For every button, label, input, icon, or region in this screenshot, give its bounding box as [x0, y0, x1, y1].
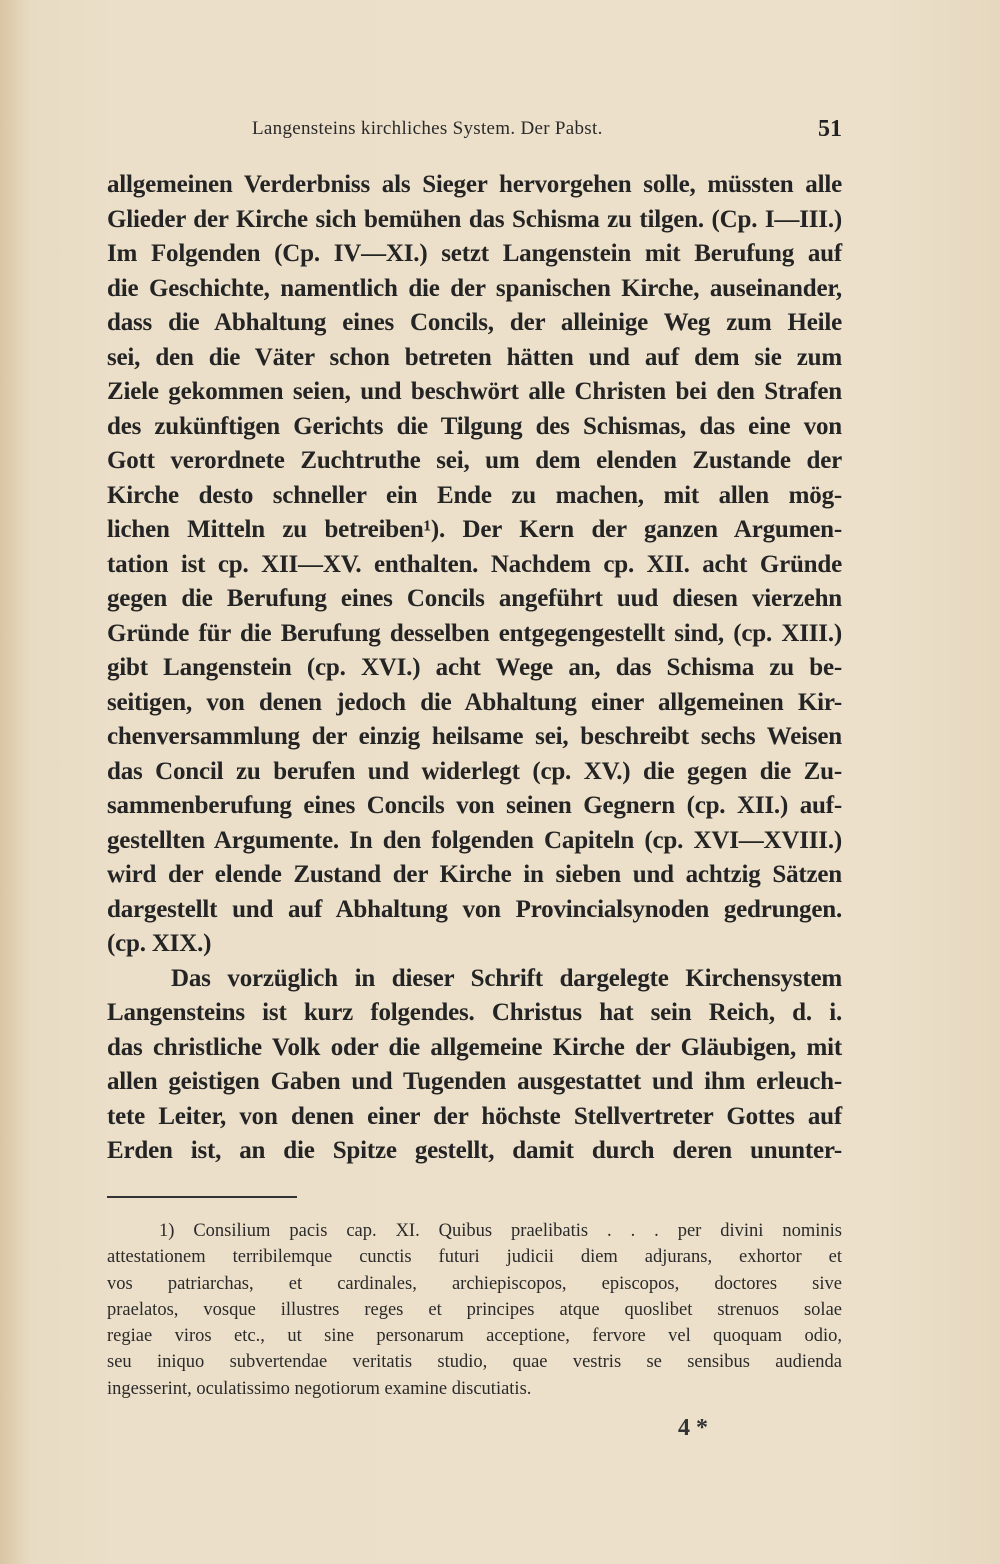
text-line: dass die Abhaltung eines Concils, der alleinige Weg zum Heile	[107, 309, 842, 336]
footnote-line: vos patriarchas, et cardinales, archiepiscopos, episcopos, doctores sive	[107, 1273, 842, 1294]
text-line: das Concil zu berufen und widerlegt (cp. XV.) die gegen die Zu-	[107, 757, 842, 785]
footnote-line: praelatos, vosque illustres reges et principes atque quoslibet strenuos solae	[107, 1299, 842, 1320]
text-line: sammenberufung eines Concils von seinen Gegnern (cp. XII.) auf-	[107, 792, 842, 819]
text-line: sei, den die Väter schon betreten hätten und auf dem sie zum	[107, 343, 842, 371]
text-line: wird der elende Zustand der Kirche in sieben und achtzig Sätzen	[107, 861, 842, 888]
text-line: lichen Mitteln zu betreiben¹). Der Kern der ganzen Argumen-	[107, 516, 842, 543]
text-line: Ziele gekommen seien, und beschwört alle Christen bei den Strafen	[107, 378, 842, 405]
text-line: chenversammlung der einzig heilsame sei, beschreibt sechs Weisen	[107, 723, 842, 750]
footnote-line: seu iniquo subvertendae veritatis studio, quae vestris se sensibus audienda	[107, 1352, 842, 1373]
text-line: allen geistigen Gaben und Tugenden ausgestattet und ihm erleuch-	[107, 1068, 842, 1095]
text-line: Langensteins ist kurz folgendes. Christus hat sein Reich, d. i.	[107, 999, 842, 1026]
text-line: dargestellt und auf Abhaltung von Provincialsynoden gedrungen.	[107, 895, 842, 923]
text-line: gestellten Argumente. In den folgenden Capiteln (cp. XVI—XVIII.)	[107, 826, 842, 854]
text-line: allgemeinen Verderbniss als Sieger hervorgehen solle, müssten alle	[107, 171, 842, 198]
text-line: Erden ist, an die Spitze gestellt, damit durch deren ununter-	[107, 1137, 842, 1164]
text-line: tation ist cp. XII—XV. enthalten. Nachdem cp. XII. acht Gründe	[107, 550, 842, 578]
footnote-divider	[107, 1196, 297, 1198]
running-head: Langensteins kirchliches System. Der Pabst.	[252, 118, 603, 139]
main-text	[107, 168, 842, 1169]
text-line: Gründe für die Berufung desselben entgegengestellt sind, (cp. XIII.)	[107, 619, 842, 647]
footnote-line: regiae viros etc., ut sine personarum acceptione, fervore vel quoquam odio,	[107, 1326, 842, 1347]
text-line: (cp. XIX.)	[107, 930, 212, 957]
paragraph-start-line: Das vorzüglich in dieser Schrift dargelegte Kirchensystem	[171, 964, 842, 992]
text-line: Glieder der Kirche sich bemühen das Schisma zu tilgen. (Cp. I—III.)	[107, 205, 842, 233]
text-line: Kirche desto schneller ein Ende zu machen, mit allen mög-	[107, 481, 842, 509]
text-line: das christliche Volk oder die allgemeine Kirche der Gläubigen, mit	[107, 1033, 842, 1061]
text-line: die Geschichte, namentlich die der spanischen Kirche, auseinander,	[107, 274, 842, 302]
text-line: tete Leiter, von denen einer der höchste Stellvertreter Gottes auf	[107, 1102, 842, 1130]
signature-mark: 4 *	[678, 1415, 708, 1441]
text-line: seitigen, von denen jedoch die Abhaltung einer allgemeinen Kir-	[107, 688, 842, 716]
text-line: des zukünftigen Gerichts die Tilgung des Schismas, das eine von	[107, 412, 842, 440]
page-number: 51	[818, 116, 842, 142]
footnote-line: 1) Consilium pacis cap. XI. Quibus praelibatis . . . per divini nominis	[159, 1221, 842, 1241]
page-header	[252, 116, 842, 146]
text-line: Gott verordnete Zuchtruthe sei, um dem elenden Zustande der	[107, 447, 842, 474]
text-line: gegen die Berufung eines Concils angeführt uud diesen vierzehn	[107, 585, 842, 612]
footnote	[107, 1218, 842, 1402]
text-line: Im Folgenden (Cp. IV—XI.) setzt Langenstein mit Berufung auf	[107, 240, 842, 267]
text-line: gibt Langenstein (cp. XVI.) acht Wege an, das Schisma zu be-	[107, 654, 842, 681]
footnote-line: ingesserint, oculatissimo negotiorum examine discutiatis.	[107, 1378, 532, 1399]
footnote-line: attestationem terribilemque cunctis futuri judicii diem adjurans, exhortor et	[107, 1247, 842, 1268]
